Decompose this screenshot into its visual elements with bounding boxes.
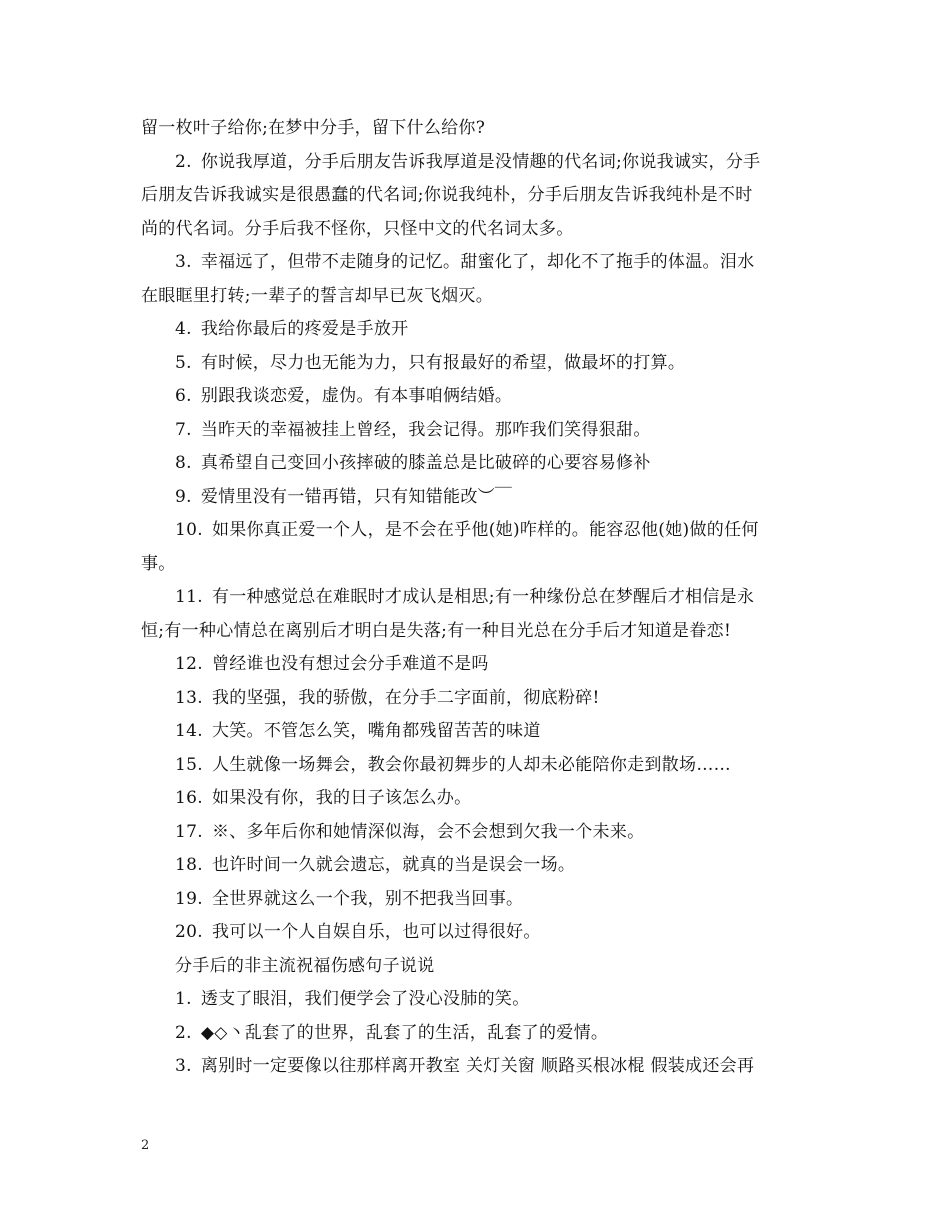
text-line: [141, 682, 813, 716]
text-line: [141, 1017, 813, 1051]
line-text: 爱情里没有一错再错，只有知错能改︶￣: [200, 486, 513, 507]
text-line: [141, 1050, 813, 1084]
line-text: 恒;有一种心情总在离别后才明白是失落;有一种目光总在分手后才知道是眷恋!: [141, 620, 732, 641]
item-number: 16.: [175, 788, 203, 808]
line-text: 人生就像一场舞会，教会你最初舞步的人却未必能陪你走到散场……: [211, 754, 731, 775]
text-line: [141, 648, 813, 682]
text-line: [141, 447, 813, 481]
text-line: [141, 916, 813, 950]
text-line: [141, 313, 813, 347]
text-line: [141, 213, 813, 247]
line-text: 如果你真正爱一个人，是不会在乎他(她)咋样的。能容忍他(她)做的任何: [211, 520, 759, 540]
text-line: [141, 782, 813, 816]
line-text: 曾经谁也没有想过会分手难道不是吗: [211, 654, 489, 674]
text-line: [141, 548, 813, 582]
text-line: [141, 347, 813, 381]
item-number: 7.: [175, 419, 192, 440]
line-text: 事。: [141, 553, 176, 574]
line-text: 留一枚叶子给你;在梦中分手，留下什么给你?: [141, 118, 486, 138]
line-text: 也许时间一久就会遗忘，就真的当是误会一场。: [211, 855, 576, 875]
text-line: [141, 481, 813, 515]
item-number: 19.: [175, 888, 203, 909]
line-text: 如果没有你，我的日子该怎么办。: [211, 788, 472, 808]
page-number: 2: [141, 1138, 150, 1153]
text-line: [141, 146, 813, 180]
item-number: 10.: [175, 520, 203, 540]
line-text: 透支了眼泪，我们便学会了没心没肺的笑。: [200, 989, 530, 1009]
line-text: 幸福远了，但带不走随身的记忆。甜蜜化了，却化不了拖手的体温。泪水: [200, 252, 755, 272]
line-text: 当昨天的幸福被挂上曾经，我会记得。那咋我们笑得狠甜。: [200, 419, 651, 440]
item-number: 2.: [175, 1022, 192, 1043]
line-text: 别跟我谈恋爱，虚伪。有本事咱俩结婚。: [200, 386, 513, 406]
line-text: 有一种感觉总在难眠时才成认是相思;有一种缘份总在梦醒后才相信是永: [211, 587, 755, 607]
line-text: 我可以一个人自娱自乐，也可以过得很好。: [211, 922, 541, 942]
text-line: [141, 280, 813, 314]
document-body: [141, 112, 813, 1084]
item-number: 9.: [175, 486, 192, 507]
line-text: 你说我厚道，分手后朋友告诉我厚道是没情趣的代名词;你说我诚实，分手: [200, 151, 761, 172]
text-line: [141, 715, 813, 749]
text-line: [141, 581, 813, 615]
item-number: 8.: [175, 453, 192, 473]
line-text: 在眼眶里打转;一辈子的誓言却早已灰飞烟灭。: [141, 285, 494, 306]
text-line: [141, 849, 813, 883]
section-heading: [141, 950, 813, 984]
line-text: 分手后的非主流祝福伤感句子说说: [175, 955, 435, 976]
line-text: ◆◇丶乱套了的世界，乱套了的生活，乱套了的爱情。: [200, 1022, 609, 1043]
item-number: 18.: [175, 855, 203, 875]
text-line: [141, 749, 813, 783]
line-text: 有时候，尽力也无能为力，只有报最好的希望，做最坏的打算。: [200, 352, 686, 373]
text-line: [141, 246, 813, 280]
line-text: 后朋友告诉我诚实是很愚蠢的代名词;你说我纯朴，分手后朋友告诉我纯朴是不时: [141, 185, 753, 205]
item-number: 2.: [175, 151, 192, 172]
text-line: [141, 380, 813, 414]
item-number: 17.: [175, 821, 203, 842]
item-number: 3.: [175, 1056, 192, 1076]
item-number: 4.: [175, 319, 192, 339]
line-text: 尚的代名词。分手后我不怪你，只怪中文的代名词太多。: [141, 218, 574, 239]
text-line: [141, 514, 813, 548]
text-line: [141, 615, 813, 649]
line-text: 全世界就这么一个我，别不把我当回事。: [211, 888, 524, 909]
item-number: 6.: [175, 386, 192, 406]
line-text: ※、多年后你和她情深似海，会不会想到欠我一个未来。: [211, 821, 645, 842]
text-line: [141, 179, 813, 213]
item-number: 13.: [175, 687, 203, 708]
line-text: 真希望自己变回小孩摔破的膝盖总是比破碎的心要容易修补: [200, 453, 651, 473]
line-text: 我给你最后的疼爱是手放开: [200, 319, 409, 339]
line-text: 大笑。不管怎么笑，嘴角都残留苦苦的味道: [211, 721, 541, 741]
item-number: 5.: [175, 352, 192, 373]
item-number: 12.: [175, 654, 203, 674]
text-line: [141, 816, 813, 850]
item-number: 11.: [175, 587, 203, 607]
item-number: 3.: [175, 252, 192, 272]
item-number: 14.: [175, 721, 203, 741]
text-line: [141, 112, 813, 146]
text-line: [141, 983, 813, 1017]
text-line: [141, 414, 813, 448]
item-number: 15.: [175, 754, 203, 775]
item-number: 20.: [175, 922, 203, 942]
line-text: 离别时一定要像以往那样离开教室 关灯关窗 顺路买根冰棍 假装成还会再: [200, 1056, 755, 1076]
line-text: 我的坚强，我的骄傲，在分手二字面前，彻底粉碎!: [211, 687, 600, 708]
text-line: [141, 883, 813, 917]
item-number: 1.: [175, 989, 192, 1009]
